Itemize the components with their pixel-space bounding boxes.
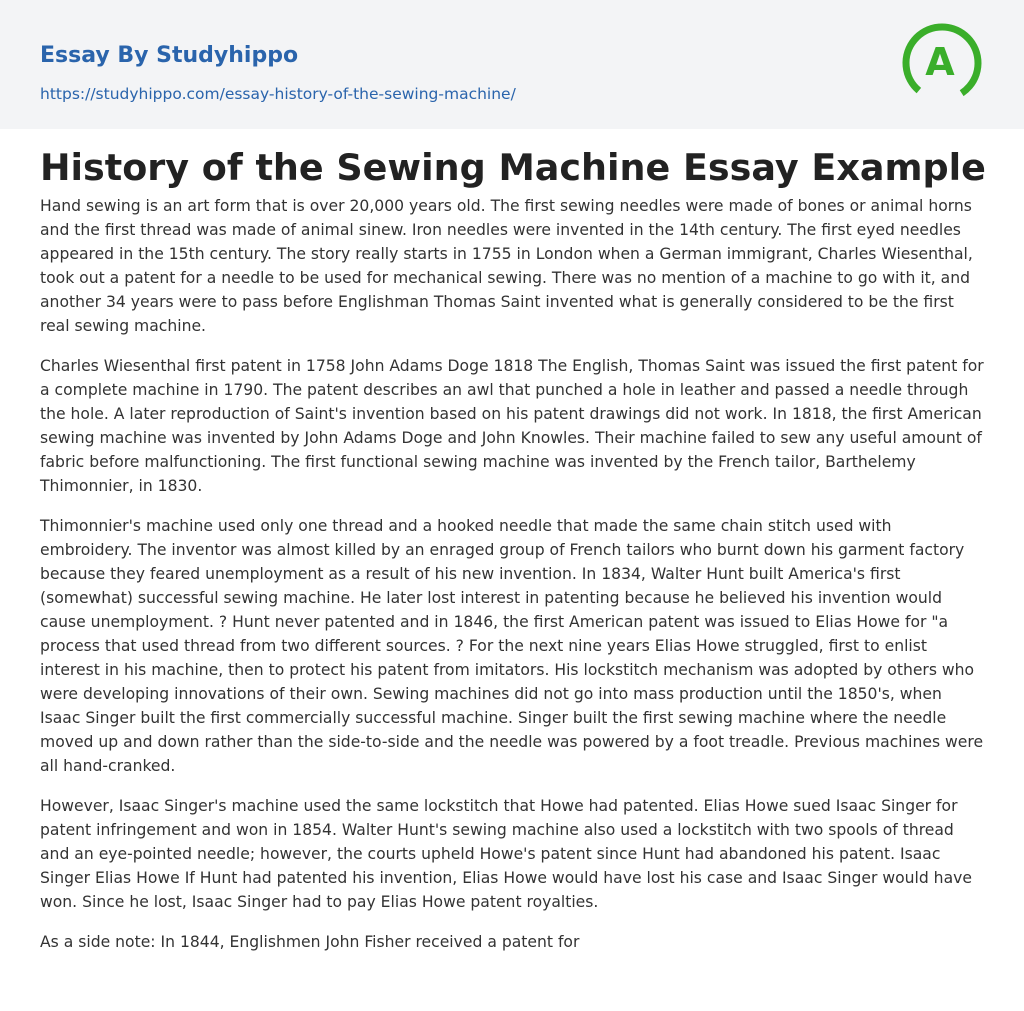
brand-name[interactable]: Essay By Studyhippo <box>40 43 299 68</box>
article-body <box>40 194 986 970</box>
page-url-link[interactable]: https://studyhippo.com/essay-history-of-the-sewing-machine/ <box>40 85 516 103</box>
paragraph: However, Isaac Singer's machine used the same lockstitch that Howe had patented. Elias Howe sued Isaac Singer for patent infringement and won in 1854. Walter Hunt's sewing machine also used a lockstitch with two spools of thread and an eye-pointed needle; however, the courts upheld Howe's patent since Hunt had abandoned his patent. Isaac Singer Elias Howe If Hunt had patented his invention, Elias Howe would have lost his case and Isaac Singer would have won. Since he lost, Isaac Singer had to pay Elias Howe patent royalties. <box>40 797 972 911</box>
paragraph: Thimonnier's machine used only one thread and a hooked needle that made the same chain stitch used with embroidery. The inventor was almost killed by an enraged group of French tailors who burnt down his garment factory because they feared unemployment as a result of his new invention. In 1834, Walter Hunt built America's first (somewhat) successful sewing machine. He later lost interest in patenting because he believed his invention would cause unemployment. ? Hunt never patented and in 1846, the first American patent was issued to Elias Howe for "a process that used thread from two different sources. ? For the next nine years Elias Howe struggled, first to enlist interest in his machine, then to protect his patent from imitators. His lockstitch mechanism was adopted by others who were developing innovations of their own. Sewing machines did not go into mass production until the 1850's, when Isaac Singer built the first commercially successful machine. Singer built the first sewing machine where the needle moved up and down rather than the side-to-side and the needle was powered by a foot treadle. Previous machines were all hand-cranked. <box>40 517 984 775</box>
logo-letter: A <box>925 40 955 84</box>
paragraph: Hand sewing is an art form that is over 20,000 years old. The first sewing needles were made of bones or animal horns and the first thread was made of animal sinew. Iron needles were invented in the 14th century. The first eyed needles appeared in the 15th century. The story really starts in 1755 in London when a German immigrant, Charles Wiesenthal, took out a patent for a needle to be used for mechanical sewing. There was no mention of a machine to go with it, and another 34 years were to pass before Englishman Thomas Saint invented what is generally considered to be the first real sewing machine. <box>40 197 973 335</box>
paragraph: As a side note: In 1844, Englishmen John Fisher received a patent for <box>40 933 580 951</box>
paragraph: Charles Wiesenthal first patent in 1758 John Adams Doge 1818 The English, Thomas Saint was issued the first patent for a complete machine in 1790. The patent describes an awl that punched a hole in leather and passed a needle through the hole. A later reproduction of Saint's invention based on his patent drawings did not work. In 1818, the first American sewing machine was invented by John Adams Doge and John Knowles. Their machine failed to sew any useful amount of fabric before malfunctioning. The first functional sewing machine was invented by the French tailor, Barthelemy Thimonnier, in 1830. <box>40 357 984 495</box>
page-title: History of the Sewing Machine Essay Example <box>40 146 986 189</box>
